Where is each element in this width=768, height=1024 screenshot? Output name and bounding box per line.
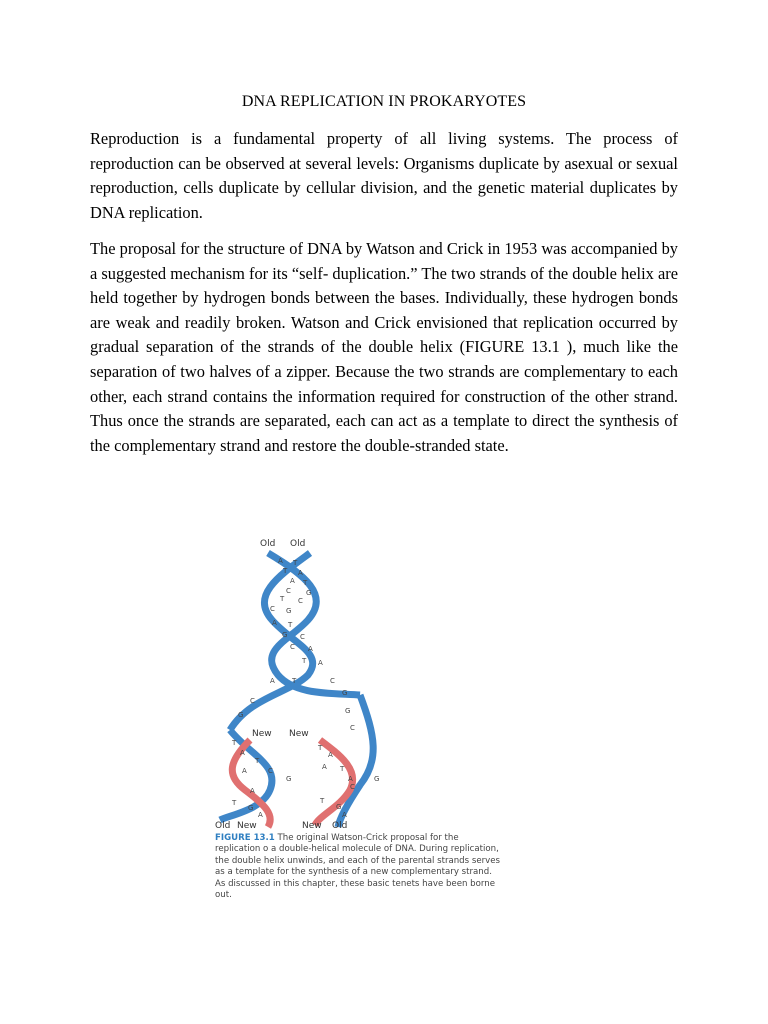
label-new-left: New [252, 729, 272, 739]
svg-text:T: T [303, 579, 308, 587]
svg-text:A: A [290, 577, 295, 585]
figure-caption [215, 833, 505, 901]
label-old-top-right: Old [290, 539, 306, 549]
svg-text:C: C [250, 697, 255, 705]
svg-text:G: G [374, 775, 380, 783]
svg-text:A: A [270, 677, 275, 685]
paragraph-intro: Reproduction is a fundamental property of all living systems. The process of reproduction can be observed at several levels: Organisms duplicate by asexual or sexual reproduction, cells duplicate by cellular division, and the genetic material duplicates by DNA replication. [90, 129, 678, 222]
svg-text:C: C [286, 587, 291, 595]
svg-text:A: A [342, 811, 347, 819]
figure-caption-text: The original Watson-Crick proposal for the replication o a double-helical molecule of DNA. During replication, the double helix unwinds, and each of the parental strands serves as a template for the synthesis of a new complementary strand. As discussed in this chapter, these basic tenets have been borne out. [215, 833, 500, 901]
svg-text:A: A [242, 767, 247, 775]
svg-text:A: A [272, 619, 277, 627]
svg-text:A: A [278, 557, 283, 565]
svg-text:C: C [270, 605, 275, 613]
svg-text:T: T [255, 757, 260, 765]
document-title: DNA REPLICATION IN PROKARYOTES [241, 93, 527, 110]
svg-text:G: G [282, 631, 288, 639]
svg-text:A: A [250, 787, 255, 795]
svg-text:A: A [308, 645, 313, 653]
svg-text:G: G [336, 803, 342, 811]
svg-text:C: C [350, 724, 355, 732]
svg-text:T: T [280, 595, 285, 603]
label-bottom-new-left: New [237, 821, 257, 831]
svg-text:C: C [300, 633, 305, 641]
svg-text:A: A [258, 811, 263, 819]
paragraph-watson-crick: The proposal for the structure of DNA by Watson and Crick in 1953 was accompanied by a suggested mechanism for its “self- duplication.” The two strands of the double helix are held together by hydrogen bonds between the bases. Individually, these hydrogen bonds are weak and readily broken. Watson and Crick envisioned that replication occurred by gradual separation of the strands of the double helix (FIGURE 13.1 ), much like the separation of two halves of a zipper. Because the two strands are complementary to each other, each strand contains the information required for construction of the other strand. Thus once the strands are separated, each can act as a template to direct the synthesis of the complementary strand and restore the double-stranded state. [90, 239, 678, 455]
svg-text:A: A [318, 659, 323, 667]
svg-text:T: T [283, 567, 288, 575]
svg-text:T: T [288, 621, 293, 629]
figure-number: FIGURE 13.1 [215, 833, 275, 843]
svg-text:G: G [306, 589, 312, 597]
svg-text:G: G [286, 607, 292, 615]
svg-text:C: C [268, 767, 273, 775]
svg-text:G: G [238, 711, 244, 719]
svg-text:A: A [298, 569, 303, 577]
svg-text:A: A [328, 751, 333, 759]
svg-text:G: G [286, 775, 292, 783]
svg-text:T: T [340, 765, 345, 773]
svg-text:T: T [318, 744, 323, 752]
label-old-top-left: Old [260, 539, 276, 549]
svg-text:G: G [248, 804, 254, 812]
svg-text:A: A [322, 763, 327, 771]
svg-text:C: C [330, 677, 335, 685]
svg-text:C: C [290, 643, 295, 651]
label-bottom-old-left: Old [215, 821, 231, 831]
svg-text:A: A [348, 775, 353, 783]
label-bottom-old-right: Old [332, 821, 348, 831]
label-bottom-new-right: New [302, 821, 322, 831]
svg-text:C: C [350, 783, 355, 791]
svg-text:G: G [342, 689, 348, 697]
svg-text:A: A [240, 749, 245, 757]
svg-text:T: T [232, 799, 237, 807]
svg-text:T: T [320, 797, 325, 805]
dna-replication-figure [210, 535, 430, 835]
label-new-right: New [289, 729, 309, 739]
svg-text:T: T [302, 657, 307, 665]
svg-text:T: T [292, 677, 297, 685]
svg-text:G: G [345, 707, 351, 715]
dna-helix-diagram [210, 535, 430, 835]
svg-text:C: C [298, 597, 303, 605]
svg-text:T: T [232, 739, 237, 747]
svg-text:T: T [293, 559, 298, 567]
